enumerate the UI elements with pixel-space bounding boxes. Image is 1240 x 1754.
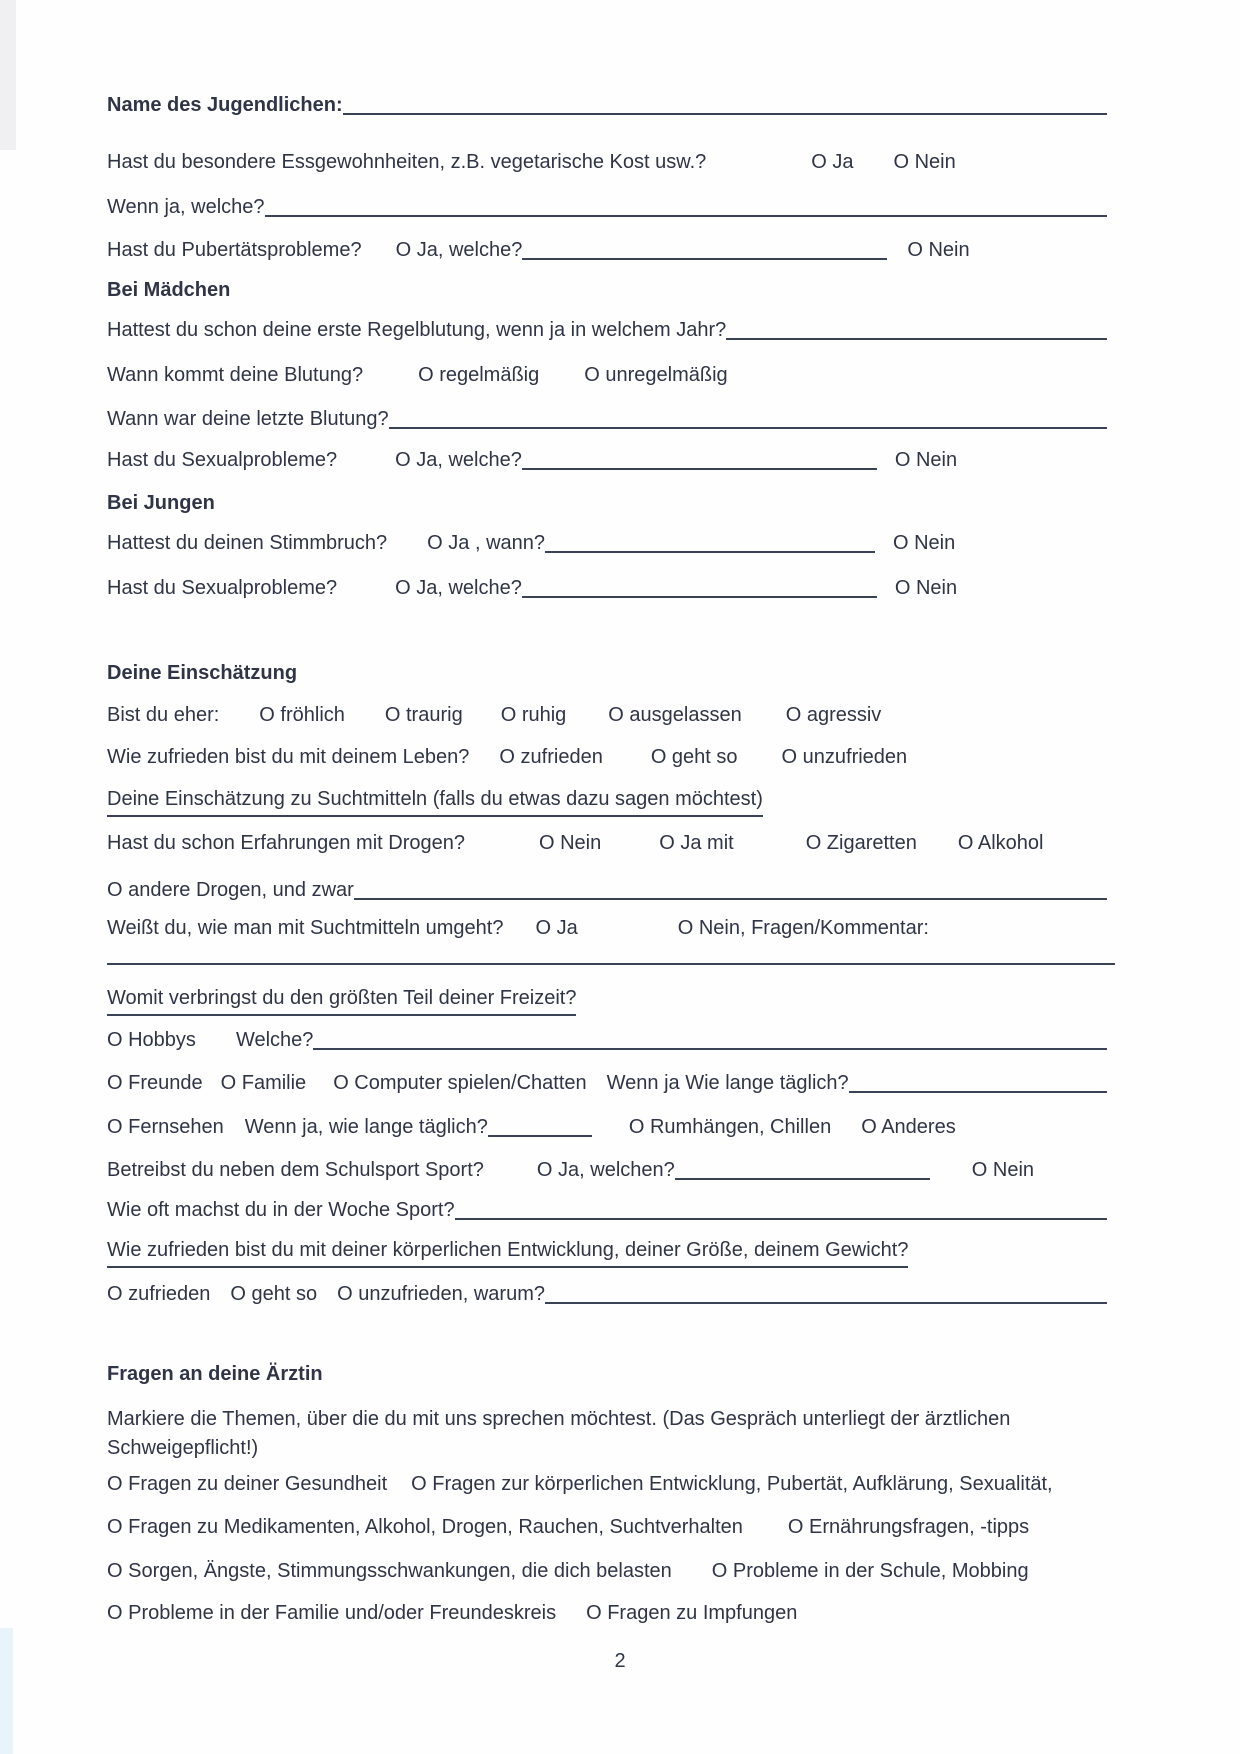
name-blank-line[interactable]	[343, 113, 1107, 115]
computer-option[interactable]: O Computer spielen/Chatten	[333, 1072, 587, 1094]
girls-last-period-row	[107, 406, 1107, 432]
mood-option-ausgelassen[interactable]: O ausgelassen	[608, 704, 742, 726]
name-label: Name des Jugendlichen:	[107, 94, 343, 116]
boys-voice-blank[interactable]	[545, 551, 875, 553]
name-row	[107, 92, 1107, 118]
girls-cycle-row	[107, 362, 1107, 388]
boys-heading-row	[107, 490, 1107, 516]
drug-option-ja-mit[interactable]: O Ja mit	[659, 832, 734, 854]
doctor-topics-row-1	[107, 1471, 1107, 1497]
life-option-unzufrieden[interactable]: O unzufrieden	[781, 746, 908, 768]
puberty-row	[107, 237, 1107, 263]
girls-cycle-question: Wann kommt deine Blutung?	[107, 364, 364, 386]
sport-frequency-row	[107, 1197, 1107, 1223]
comment-blank-line[interactable]	[107, 963, 1115, 965]
topic-gesundheit-option[interactable]: O Fragen zu deiner Gesundheit	[107, 1473, 388, 1495]
girls-last-period-question: Wann war deine letzte Blutung?	[107, 408, 389, 430]
doctor-heading: Fragen an deine Ärztin	[107, 1363, 323, 1385]
body-satisfaction-options-row	[107, 1281, 1107, 1307]
body-option-zufrieden[interactable]: O zufrieden	[107, 1283, 211, 1305]
mood-option-ruhig[interactable]: O ruhig	[500, 704, 567, 726]
drug-experience-question: Hast du schon Erfahrungen mit Drogen?	[107, 832, 465, 854]
tv-duration-blank[interactable]	[488, 1135, 592, 1137]
girls-sexual-option-ja[interactable]: O Ja, welche?	[395, 449, 522, 471]
drug-option-nein[interactable]: O Nein	[538, 832, 602, 854]
rumhaengen-option[interactable]: O Rumhängen, Chillen	[628, 1116, 832, 1138]
boys-sexual-blank[interactable]	[522, 596, 877, 598]
doctor-heading-row	[107, 1361, 1107, 1387]
girls-option-irregular[interactable]: O unregelmäßig	[584, 364, 728, 386]
nutrition-question-row	[107, 149, 1107, 175]
life-satisfaction-label: Wie zufrieden bist du mit deinem Leben?	[107, 746, 470, 768]
body-satisfaction-heading: Wie zufrieden bist du mit deiner körperlichen Entwicklung, deiner Größe, deinem Gewicht?	[107, 1237, 908, 1268]
puberty-blank[interactable]	[522, 258, 887, 260]
anderes-option[interactable]: O Anderes	[861, 1116, 956, 1138]
girls-first-period-question: Hattest du schon deine erste Regelblutung, wenn ja in welchem Jahr?	[107, 319, 727, 341]
sport-row	[107, 1157, 1107, 1183]
fernsehen-option[interactable]: O Fernsehen	[107, 1116, 224, 1138]
topic-schule-option[interactable]: O Probleme in der Schule, Mobbing	[711, 1560, 1029, 1582]
boys-voice-option-nein[interactable]: O Nein	[893, 532, 956, 554]
puberty-option-ja[interactable]: O Ja, welche?	[395, 239, 523, 261]
mood-label: Bist du eher:	[107, 704, 220, 726]
handling-option-nein-kommentar[interactable]: O Nein, Fragen/Kommentar:	[677, 917, 929, 939]
topic-medikamente-option[interactable]: O Fragen zu Medikamenten, Alkohol, Drogen, Rauchen, Suchtverhalten	[107, 1516, 743, 1538]
body-satisfaction-heading-row	[107, 1237, 1107, 1268]
girls-sexual-option-nein[interactable]: O Nein	[894, 449, 958, 471]
other-drugs-row	[107, 877, 1107, 903]
topic-ernaehrung-option[interactable]: O Ernährungsfragen, -tipps	[787, 1516, 1030, 1538]
substance-handling-row	[107, 915, 1107, 941]
doctor-topics-row-4	[107, 1600, 1107, 1626]
boys-voice-row	[107, 530, 1107, 556]
topic-sorgen-option[interactable]: O Sorgen, Ängste, Stimmungsschwankungen, die dich belasten	[107, 1560, 672, 1582]
hobbys-blank[interactable]	[313, 1048, 1107, 1050]
doctor-topics-row-2	[107, 1514, 1107, 1540]
page-number: 2	[614, 1650, 626, 1672]
nutrition-option-nein[interactable]: O Nein	[893, 151, 956, 173]
girls-first-period-row	[107, 317, 1107, 343]
girls-option-regular[interactable]: O regelmäßig	[418, 364, 540, 386]
drug-experience-row	[107, 830, 1107, 856]
girls-heading-row	[107, 277, 1107, 303]
nutrition-option-ja[interactable]: O Ja	[811, 151, 854, 173]
mood-row	[107, 702, 1107, 728]
life-option-zufrieden[interactable]: O zufrieden	[499, 746, 603, 768]
substances-heading: Deine Einschätzung zu Suchtmitteln (falls du etwas dazu sagen möchtest)	[107, 786, 763, 817]
mood-option-agressiv[interactable]: O agressiv	[785, 704, 882, 726]
doctor-topics-row-3	[107, 1558, 1107, 1584]
sport-option-ja[interactable]: O Ja, welchen?	[536, 1159, 675, 1181]
other-drugs-blank[interactable]	[354, 898, 1107, 900]
boys-sexual-option-ja[interactable]: O Ja, welche?	[395, 577, 522, 599]
handling-option-ja[interactable]: O Ja	[535, 917, 578, 939]
mood-option-traurig[interactable]: O traurig	[384, 704, 463, 726]
freunde-option[interactable]: O Freunde	[107, 1072, 203, 1094]
tv-duration-label: Wenn ja, wie lange täglich?	[244, 1116, 488, 1138]
other-drugs-option[interactable]: O andere Drogen, und zwar	[107, 879, 354, 901]
sport-frequency-question: Wie oft machst du in der Woche Sport?	[107, 1199, 455, 1221]
friends-computer-row	[107, 1070, 1107, 1096]
body-unzufrieden-blank[interactable]	[545, 1302, 1107, 1304]
girls-first-period-blank[interactable]	[726, 338, 1107, 340]
girls-heading: Bei Mädchen	[107, 279, 231, 301]
girls-sexual-blank[interactable]	[522, 468, 877, 470]
self-assessment-heading-row	[107, 660, 1107, 686]
boys-sexual-row	[107, 575, 1107, 601]
sport-frequency-blank[interactable]	[455, 1218, 1107, 1220]
nutrition-which-row	[107, 194, 1107, 220]
tv-row	[107, 1114, 1107, 1140]
girls-sexual-row	[107, 447, 1107, 473]
topic-entwicklung-option[interactable]: O Fragen zur körperlichen Entwicklung, Pubertät, Aufklärung, Sexualität,	[411, 1473, 1053, 1495]
hobbys-row	[107, 1027, 1107, 1053]
boys-sexual-question: Hast du Sexualprobleme?	[107, 577, 338, 599]
computer-duration-blank[interactable]	[849, 1091, 1107, 1093]
computer-duration-label: Wenn ja Wie lange täglich?	[606, 1072, 849, 1094]
puberty-question: Hast du Pubertätsprobleme?	[107, 239, 362, 261]
life-satisfaction-row	[107, 744, 1107, 770]
scan-edge-artifact	[0, 1628, 13, 1754]
drug-option-zigaretten[interactable]: O Zigaretten	[805, 832, 917, 854]
hobbys-option[interactable]: O Hobbys	[107, 1029, 196, 1051]
substance-handling-question: Weißt du, wie man mit Suchtmitteln umgeht?	[107, 917, 504, 939]
life-option-geht-so[interactable]: O geht so	[650, 746, 738, 768]
topic-familie-option[interactable]: O Probleme in der Familie und/oder Freundeskreis	[107, 1602, 557, 1624]
sport-question: Betreibst du neben dem Schulsport Sport?	[107, 1159, 484, 1181]
familie-option[interactable]: O Familie	[220, 1072, 307, 1094]
nutrition-which-blank[interactable]	[265, 215, 1108, 217]
doctor-intro: Markiere die Themen, über die du mit uns sprechen möchtest. (Das Gespräch unterliegt der ärztlichen Schweigepflicht!)	[107, 1408, 1011, 1459]
mood-option-froehlich[interactable]: O fröhlich	[259, 704, 345, 726]
body-option-geht-so[interactable]: O geht so	[230, 1283, 318, 1305]
boys-sexual-option-nein[interactable]: O Nein	[894, 577, 958, 599]
nutrition-which-label: Wenn ja, welche?	[107, 196, 265, 218]
hobbys-which-label: Welche?	[235, 1029, 314, 1051]
substances-heading-row	[107, 786, 1107, 817]
free-time-heading-row	[107, 985, 1107, 1016]
sport-option-nein[interactable]: O Nein	[971, 1159, 1035, 1181]
free-time-heading: Womit verbringst du den größten Teil deiner Freizeit?	[107, 985, 576, 1016]
girls-sexual-question: Hast du Sexualprobleme?	[107, 449, 338, 471]
boys-voice-option-ja[interactable]: O Ja , wann?	[427, 532, 545, 554]
topic-impfungen-option[interactable]: O Fragen zu Impfungen	[586, 1602, 798, 1624]
boys-heading: Bei Jungen	[107, 492, 215, 514]
nutrition-question: Hast du besondere Essgewohnheiten, z.B. vegetarische Kost usw.?	[107, 151, 707, 173]
body-option-unzufrieden[interactable]: O unzufrieden, warum?	[337, 1283, 545, 1305]
scan-edge-artifact	[0, 0, 16, 150]
girls-last-period-blank[interactable]	[389, 427, 1107, 429]
sport-blank[interactable]	[675, 1178, 930, 1180]
drug-option-alkohol[interactable]: O Alkohol	[957, 832, 1044, 854]
boys-voice-question: Hattest du deinen Stimmbruch?	[107, 532, 388, 554]
self-assessment-heading: Deine Einschätzung	[107, 662, 298, 684]
puberty-option-nein[interactable]: O Nein	[907, 239, 970, 261]
